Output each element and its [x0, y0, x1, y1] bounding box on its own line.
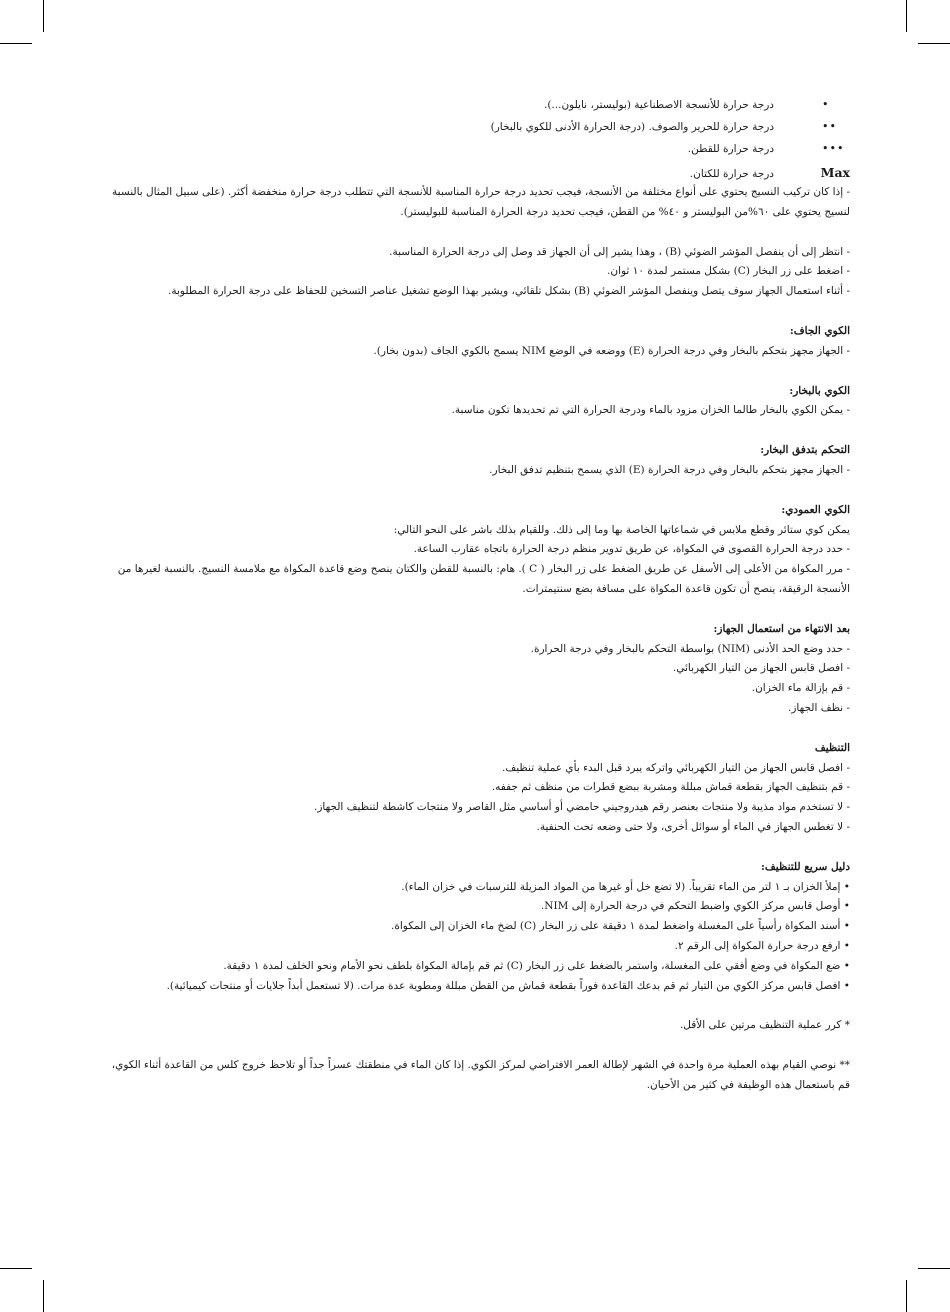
paragraph: - افصل قابس الجهاز من التيار الكهربائي.: [672, 662, 850, 675]
paragraph: - انتظر إلى أن ينفصل المؤشر الضوئي (B) ، وهذا يشير إلى أن الجهاز قد وصل إلى درجة الحرارة المناسبة.: [389, 245, 850, 258]
paragraph: يمكن كوي ستائر وقطع ملابس في شماعاتها الخاصة بها وما إلى ذلك. وللقيام بذلك باشر على النحو التالي:: [393, 523, 850, 536]
paragraph: - مرر المكواة من الأعلى إلى الأسفل عن طريق الضغط على زر البخار ( C ). هام: بالنسبة للقطن والكتان ينصح وضع قاعدة المكواة مع ملامسة النسيج. بالنسبة لغيرها من الأنسجة الرقيقة، ينصح أن تكون قاعدة المكواة على مسافة بضع سنتيمترات.: [117, 563, 850, 595]
section-dry-ironing: [100, 322, 850, 362]
crop-mark: [43, 0, 44, 32]
list-item: • افصل قابس مركز الكوي من التيار ثم قم بدعك القاعدة فوراً بقطعة قماش من القطن مبللة ومطوية عدة مرات. (لا تستعمل أبداً جلايات أو منتجات كيميائية).: [166, 979, 850, 992]
section-heading: التنظيف: [814, 741, 850, 754]
section-heading: بعد الانتهاء من استعمال الجهاز:: [713, 622, 850, 635]
list-item: • ضع المكواة في وضع أفقي على المغسلة، واستمر بالضغط على زر البخار (C) ثم قم بإمالة المكواة بلطف نحو الأمام ونحو الخلف لمدة ١ دقيقة.: [223, 959, 850, 972]
paragraph: - أثناء استعمال الجهاز سوف يتصل وينفصل المؤشر الضوئي (B) بشكل تلقائي، ويشير بهذا الوضع تشغيل عناصر التسخين للحفاظ على درجة الحرارة المطلوبة.: [168, 285, 850, 298]
temperature-text: درجة حرارة للقطن.: [687, 143, 774, 155]
temperature-item: [100, 95, 850, 117]
paragraph: - الجهاز مجهز بتحكم بالبخار وفي درجة الحرارة (E) ووضعه في الوضع NIM يسمح بالكوي الجاف (بدون بخار).: [373, 344, 850, 357]
section-heading: دليل سريع للتنظيف:: [761, 860, 850, 873]
temperature-text: درجة حرارة للأنسجة الاصطناعية (بوليستر، نايلون...).: [544, 99, 774, 111]
paragraph: - نظف الجهاز.: [788, 701, 850, 714]
crop-mark: [906, 0, 907, 32]
crop-mark: [906, 1280, 907, 1312]
paragraph: - اضغط على زر البخار (C) بشكل مستمر لمدة ١٠ ثوان.: [607, 265, 850, 278]
list-item: • ارفع درجة حرارة المكواة إلى الرقم ٢.: [674, 939, 850, 952]
section-heading: الكوي الجاف:: [789, 324, 850, 337]
temperature-symbol: Max: [820, 165, 850, 180]
section-quick-guide: [100, 858, 850, 997]
temperature-text: درجة حرارة للحرير والصوف. (درجة الحرارة الأدنى للكوي بالبخار): [490, 121, 774, 133]
paragraph: - حدد درجة الحرارة القصوى في المكواة، عن طريق تدوير منظم درجة الحرارة باتجاه عقارب الساعة.: [413, 543, 850, 556]
list-item: • أسند المكواة رأسياً على المغسلة واضغط لمدة ١ دقيقة على زر البخار (C) لضخ ماء الخزان إلى المكواة.: [391, 920, 850, 933]
crop-mark: [918, 43, 950, 44]
list-item: • أوصل قابس مركز الكوي واضبط التحكم في درجة الحرارة إلى NIM.: [540, 900, 850, 913]
crop-mark: [0, 43, 32, 44]
section-heading: الكوي بالبخار:: [789, 384, 850, 397]
temperature-symbol: ••: [822, 120, 837, 133]
temperature-item: [100, 163, 850, 183]
paragraph: - الجهاز مجهز بتحكم بالبخار وفي درجة الحرارة (E) الذي يسمح بتنظيم تدفق البخار.: [489, 463, 850, 476]
section-steam-control: [100, 441, 850, 481]
list-item: • إملأ الخزان بـ ١ لتر من الماء تقريباً. (لا تضع خل أو غيرها من المواد المزيلة للترسبات في خزان الماء).: [401, 880, 850, 893]
section-vertical-ironing: [100, 501, 850, 600]
manual-page: [100, 95, 850, 1096]
crop-mark: [918, 1268, 950, 1269]
crop-mark: [43, 1280, 44, 1312]
section-heading: التحكم بتدفق البخار:: [760, 444, 850, 457]
temperature-list: [100, 95, 850, 183]
footnote: ** نوصي القيام بهذه العملية مرة واحدة في الشهر لإطالة العمر الافتراضي لمركز الكوي. إذا كان الماء في منطقتك عسراً جداً أو تلاحظ خروج كلس من القاعدة أثناء الكوي، قم باستعمال هذه الوظيفة في كثير من الأحيان.: [111, 1059, 850, 1091]
indicator-steps: [100, 243, 850, 302]
section-heading: الكوي العمودي:: [781, 503, 850, 516]
temperature-symbol: •: [822, 98, 830, 111]
footnote: * كرر عملية التنظيف مرتين على الأقل.: [679, 1019, 850, 1032]
mixed-fabrics-note: - إذا كان تركيب النسيج يحتوي على أنواع مختلفة من الأنسجة، فيجب تحديد درجة حرارة المناسبة للأنسجة التي تتطلب درجة حرارة منخفضة أكثر. (على سبيل المثال بالنسبة لنسيج يحتوي على ٦٠%من البوليستر و ٤٠% من القطن، فيجب تحديد درجة الحرارة المناسبة للبوليستر).: [112, 186, 850, 218]
paragraph: - قم بإزالة ماء الخزان.: [751, 682, 850, 695]
section-after-use: [100, 620, 850, 719]
crop-mark: [0, 1268, 32, 1269]
paragraph: - يمكن الكوي بالبخار طالما الخزان مزود بالماء ودرجة الحرارة التي تم تحديدها تكون مناسبة.: [451, 404, 850, 417]
temperature-text: درجة حرارة للكتان.: [689, 168, 774, 180]
paragraph: - قم بتنظيف الجهاز بقطعة قماش مبللة ومشربة ببضع قطرات من منظف ثم جففه.: [491, 781, 850, 794]
temperature-item: [100, 139, 850, 161]
section-cleaning: [100, 739, 850, 838]
paragraph: - لا تغطس الجهاز في الماء أو سوائل أخرى، ولا حتى وضعه تحت الحنفية.: [536, 820, 850, 833]
section-steam-ironing: [100, 382, 850, 422]
paragraph: - لا تستخدم مواد مذيبة ولا منتجات بعنصر رقم هيدروجيني حامضي أو أساسي مثل القاصر ولا منتجات كاشطة لتنظيف الجهاز.: [313, 801, 850, 814]
temperature-symbol: •••: [822, 142, 845, 155]
temperature-item: [100, 117, 850, 139]
paragraph: - افصل قابس الجهاز من التيار الكهربائي واتركه يبرد قبل البدء بأي عملية تنظيف.: [502, 761, 850, 774]
paragraph: - حدد وضع الحد الأدنى (NIM) بواسطة التحكم بالبخار وفي درجة الحرارة.: [530, 642, 850, 655]
